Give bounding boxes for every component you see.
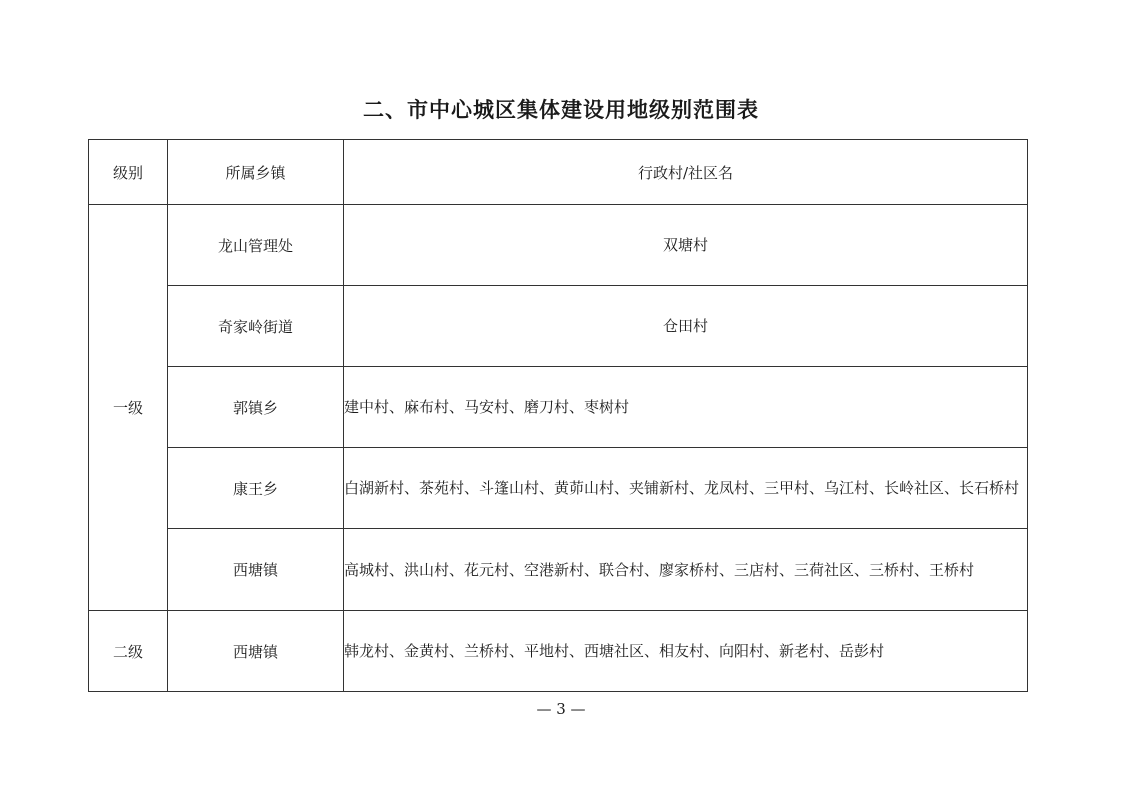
- town-cell: 西塘镇: [168, 529, 344, 611]
- page-number: — 3 —: [536, 700, 586, 718]
- table-row: [89, 529, 1028, 611]
- page-title: 二、市中心城区集体建设用地级别范围表: [363, 98, 759, 122]
- table-row: [89, 448, 1028, 529]
- names-cell: 韩龙村、金黄村、兰桥村、平地村、西塘社区、相友村、向阳村、新老村、岳彭村: [344, 611, 1028, 692]
- town-cell: 龙山管理处: [168, 205, 344, 286]
- names-cell: 建中村、麻布村、马安村、磨刀村、枣树村: [344, 367, 1028, 448]
- table-row: [89, 205, 1028, 286]
- names-cell: 白湖新村、茶苑村、斗篷山村、黄茆山村、夹铺新村、龙凤村、三甲村、乌江村、长岭社区、长石桥村: [344, 448, 1028, 529]
- level-range-table: [88, 139, 1028, 692]
- table-row: [89, 611, 1028, 692]
- header-village-community: 行政村/社区名: [344, 140, 1028, 205]
- town-cell: 奇家岭街道: [168, 286, 344, 367]
- town-cell: 郭镇乡: [168, 367, 344, 448]
- table-row: [89, 367, 1028, 448]
- town-cell: 康王乡: [168, 448, 344, 529]
- names-cell: 高城村、洪山村、花元村、空港新村、联合村、廖家桥村、三店村、三荷社区、三桥村、王桥村: [344, 529, 1028, 611]
- names-cell: 仓田村: [344, 286, 1028, 367]
- names-cell: 双塘村: [344, 205, 1028, 286]
- level-cell-2: 二级: [89, 611, 168, 692]
- level-cell-1: 一级: [89, 205, 168, 611]
- header-level: 级别: [89, 140, 168, 205]
- header-town: 所属乡镇: [168, 140, 344, 205]
- table-row: [89, 286, 1028, 367]
- town-cell: 西塘镇: [168, 611, 344, 692]
- table-header-row: [89, 140, 1028, 205]
